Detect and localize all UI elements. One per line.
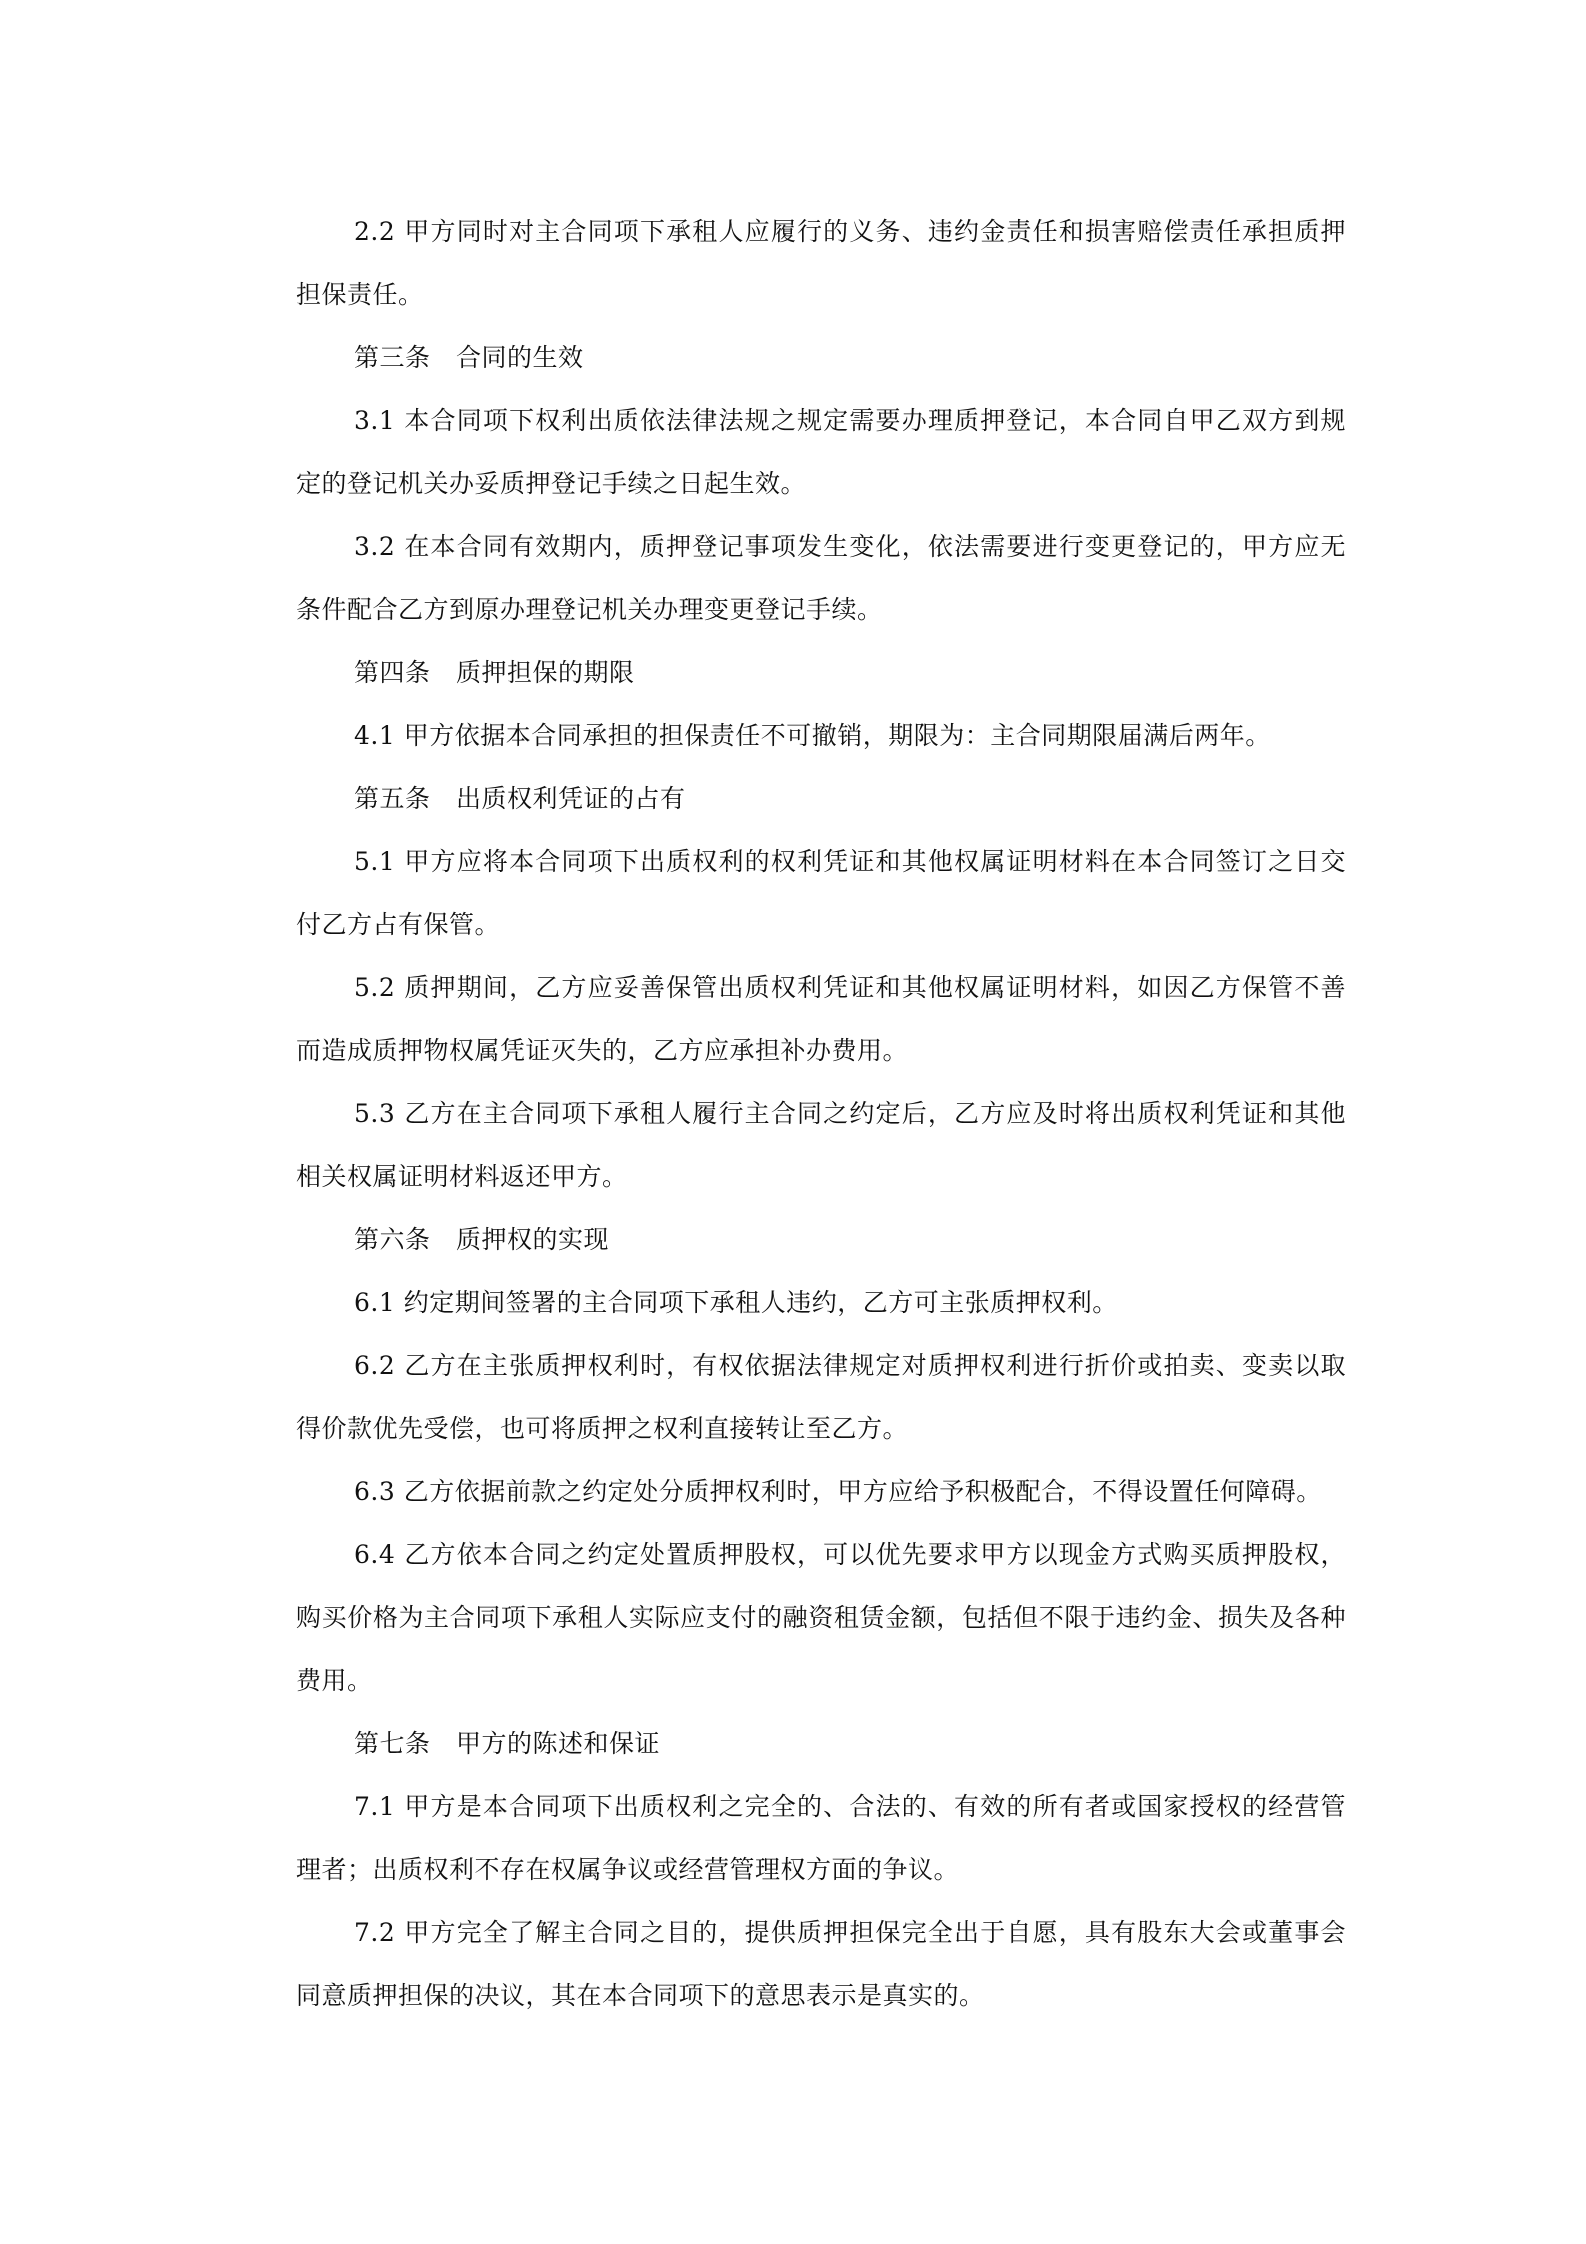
clause-6-3: 6.3 乙方依据前款之约定处分质押权利时，甲方应给予积极配合，不得设置任何障碍。 <box>354 1477 1322 1506</box>
clause-3-2: 3.2 在本合同有效期内，质押登记事项发生变化，依法需要进行变更登记的，甲方应无条件配合乙方到原办理登记机关办理变更登记手续。 <box>296 532 1346 624</box>
article-3-heading: 第三条 合同的生效 <box>354 343 584 372</box>
article-5-heading: 第五条 出质权利凭证的占有 <box>354 784 686 813</box>
clause-3-1: 3.1 本合同项下权利出质依法律法规之规定需要办理质押登记，本合同自甲乙双方到规定的登记机关办妥质押登记手续之日起生效。 <box>296 406 1346 498</box>
clause-6-2: 6.2 乙方在主张质押权利时，有权依据法律规定对质押权利进行折价或拍卖、变卖以取得价款优先受偿，也可将质押之权利直接转让至乙方。 <box>296 1351 1346 1443</box>
clause-5-3: 5.3 乙方在主合同项下承租人履行主合同之约定后，乙方应及时将出质权利凭证和其他相关权属证明材料返还甲方。 <box>296 1099 1346 1191</box>
clause-7-2: 7.2 甲方完全了解主合同之目的，提供质押担保完全出于自愿，具有股东大会或董事会同意质押担保的决议，其在本合同项下的意思表示是真实的。 <box>296 1918 1346 2010</box>
article-6-heading: 第六条 质押权的实现 <box>354 1225 610 1254</box>
clause-6-1: 6.1 约定期间签署的主合同项下承租人违约，乙方可主张质押权利。 <box>354 1288 1118 1317</box>
clause-2-2: 2.2 甲方同时对主合同项下承租人应履行的义务、违约金责任和损害赔偿责任承担质押担保责任。 <box>296 217 1346 309</box>
article-4-heading: 第四条 质押担保的期限 <box>354 658 635 687</box>
clause-7-1: 7.1 甲方是本合同项下出质权利之完全的、合法的、有效的所有者或国家授权的经营管理者；出质权利不存在权属争议或经营管理权方面的争议。 <box>296 1792 1346 1884</box>
document-page <box>296 200 1346 2027</box>
clause-6-4: 6.4 乙方依本合同之约定处置质押股权，可以优先要求甲方以现金方式购买质押股权，购买价格为主合同项下承租人实际应支付的融资租赁金额，包括但不限于违约金、损失及各种费用。 <box>296 1540 1346 1695</box>
clause-4-1: 4.1 甲方依据本合同承担的担保责任不可撤销，期限为：主合同期限届满后两年。 <box>354 721 1271 750</box>
clause-5-2: 5.2 质押期间，乙方应妥善保管出质权利凭证和其他权属证明材料，如因乙方保管不善而造成质押物权属凭证灭失的，乙方应承担补办费用。 <box>296 973 1346 1065</box>
article-7-heading: 第七条 甲方的陈述和保证 <box>354 1729 661 1758</box>
clause-5-1: 5.1 甲方应将本合同项下出质权利的权利凭证和其他权属证明材料在本合同签订之日交付乙方占有保管。 <box>296 847 1346 939</box>
